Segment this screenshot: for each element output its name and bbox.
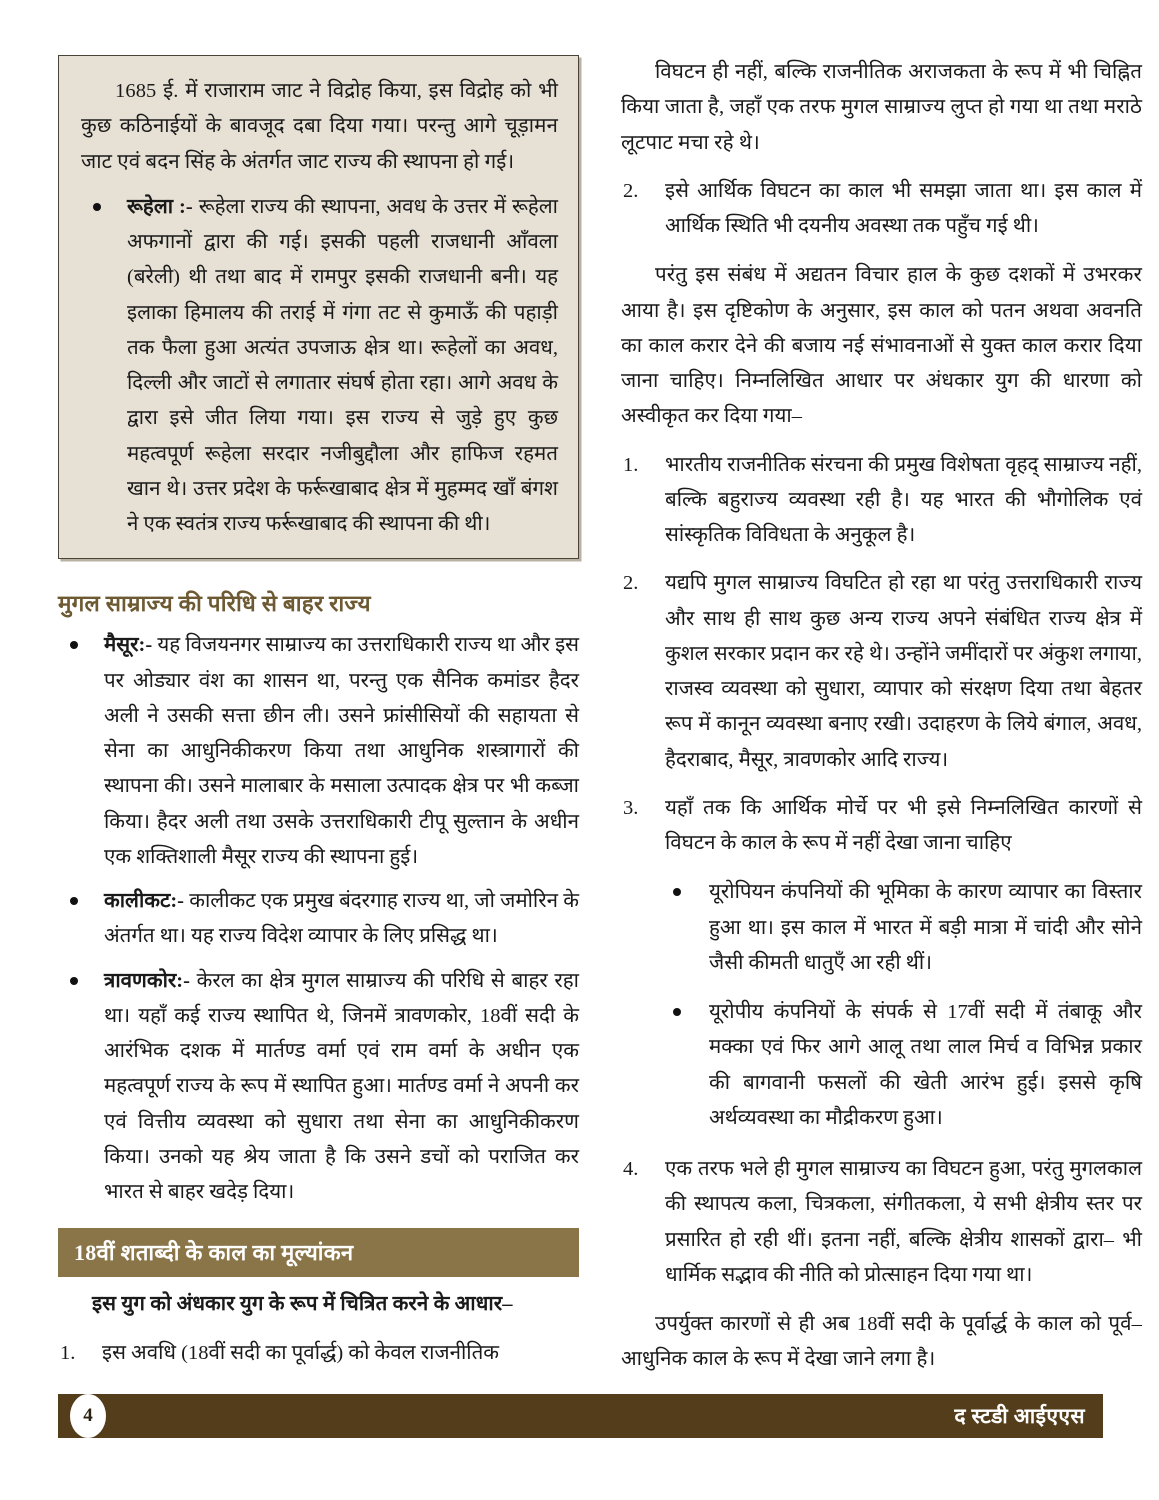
list-item [58,884,579,955]
list-item [81,190,558,543]
list-number: 4. [623,1158,639,1180]
list-item [665,995,1142,1136]
closing-paragraph: उपर्युक्त कारणों से ही अब 18वीं सदी के पूर्वार्द्ध के काल को पूर्व– आधुनिक काल के रूप में देखा जाने लगा है। [621,1313,1142,1371]
right-numbered-list [621,448,1142,1294]
bullet-lead-label: त्रावणकोर:- [104,969,190,992]
left-column [58,55,579,1371]
callout-paragraph: 1685 ई. में राजाराम जाट ने विद्रोह किया, इस विद्रोह को भी कुछ कठिनाईयों के बावजूद दबा दिया गया। परन्तु आगे चूड़ामन जाट एवं बदन सिंह के अंतर्गत जाट राज्य की स्थापना हो गई। [81,80,558,173]
bullet-icon [93,203,101,211]
list-item [58,964,579,1211]
bullet-lead-label: मैसूर:- [104,634,153,657]
bullet-body-text: यह विजयनगर साम्राज्य का उत्तराधिकारी राज्य था और इस पर ओड्यार वंश का शासन था, परन्तु एक सैनिक कमांडर हैदर अली ने उसकी सत्ता छीन ली। उसने फ्रांसीसियों की सहायता से सेना का आधुनिकीकरण किया तथा आधुनिक शस्त्रागारों की स्थापना की। उसने मालाबार के मसाला उत्पादक क्षेत्र पर भी कब्जा किया। हैदर अली तथा उसके उत्तराधिकारी टीपू सुल्तान के अधीन एक शक्तिशाली मैसूर राज्य की स्थापना हुई। [104,634,579,868]
left-numbered-list [58,1336,579,1371]
sub-bullet-text: यूरोपीय कंपनियों के संपर्क से 17वीं सदी में तंबाकू और मक्का एवं फिर आगे आलू तथा लाल मिर्च व विभिन्न प्रकार की बागवानी फसलों की खेती आरंभ हुई। इससे कृषि अर्थव्यवस्था का मौद्रीकरण हुआ। [709,1001,1142,1129]
callout-bullet-text [127,190,558,543]
bullet-icon [673,1008,681,1016]
states-bullet-list [58,628,579,1210]
list-item [621,791,1142,1136]
bullet-icon [70,641,78,649]
footer-brand-label: द स्टडी आईएएस [954,1404,1085,1428]
bullet-lead-label: कालीकट:- [104,890,184,912]
right-column [621,55,1142,1380]
bullet-lead-label: रूहेला :- [127,195,193,218]
list-item [58,1336,579,1371]
list-item-text: एक तरफ भले ही मुगल साम्राज्य का विघटन हुआ, परंतु मुगलकाल की स्थापत्य कला, चित्रकला, संगीतकला, ये सभी क्षेत्रीय स्तर पर प्रसारित हो रही थीं। इतना नहीं, बल्कि क्षेत्रीय शासकों द्वारा– भी धार्मिक सद्भाव की नीति को प्रोत्साहन दिया गया था। [665,1158,1142,1286]
two-column-layout [58,55,1142,1380]
section-intro-text: इस युग को अंधकार युग के रूप में चित्रित करने के आधार– [92,1293,513,1316]
right-numbered-list-top [621,174,1142,245]
list-number: 1. [623,453,639,476]
bullet-body-text: कालीकट एक प्रमुख बंदरगाह राज्य था, जो जमोरिन के अंतर्गत था। यह राज्य विदेश व्यापार के लिए प्रसिद्ध था। [104,890,579,948]
list-number: 3. [623,796,639,819]
list-item [621,174,1142,245]
page-number-badge: 4 [70,1394,106,1438]
continuation-paragraph: विघटन ही नहीं, बल्कि राजनीतिक अराजकता के रूप में भी चिह्नित किया जाता है, जहाँ एक तरफ मुगल साम्राज्य लुप्त हो गया था तथा मराठे लूटपाट मचा रहे थे। [621,61,1142,154]
state-bullet-text [104,964,579,1211]
list-item [58,628,579,875]
heading-outside-states: मुगल साम्राज्य की परिधि से बाहर राज्य [58,591,371,617]
list-number: 2. [623,179,639,202]
list-item-text: यद्यपि मुगल साम्राज्य विघटित हो रहा था परंतु उत्तराधिकारी राज्य और साथ ही साथ कुछ अन्य राज्य अपने संबंधित राज्य क्षेत्र में कुशल सरकार प्रदान कर रहे थे। उन्होंने जमींदारों पर अंकुश लगाया, राजस्व व्यवस्था को सुधारा, व्यापार को संरक्षण दिया तथा बेहतर रूप में कानून व्यवस्था बनाए रखी। उदाहरण के लिये बंगाल, अवध, हैदराबाद, मैसूर, त्रावणकोर आदि राज्य। [665,572,1142,771]
bullet-body-text: रूहेला राज्य की स्थापना, अवध के उत्तर में रूहेला अफगानों द्वारा की गई। इसकी पहली राजधानी आँवला (बरेली) थी तथा बाद में रामपुर इसकी राजधानी बनी। यह इलाका हिमालय की तराई में गंगा तट से कुमाऊँ की पहाड़ी तक फैला हुआ अत्यंत उपजाऊ क्षेत्र था। रूहेलों का अवध, दिल्ली और जाटों से लगातार संघर्ष होता रहा। आगे अवध के द्वारा इसे जीत लिया गया। इस राज्य से जुड़े हुए कुछ महत्वपूर्ण रूहेला सरदार नजीबुद्दौला और हाफिज रहमत खान थे। उत्तर प्रदेश के फर्रूखाबाद क्षेत्र में मुहम्मद खाँ बंगश ने एक स्वतंत्र राज्य फर्रूखाबाद की स्थापना की थी। [127,195,558,535]
footer-bar [58,1394,1103,1438]
list-item [621,566,1142,778]
economic-sub-bullet-list [665,875,1142,1136]
list-item [621,448,1142,554]
bullet-icon [673,888,681,896]
bullet-body-text: केरल का क्षेत्र मुगल साम्राज्य की परिधि से बाहर रहा था। यहाँ कई राज्य स्थापित थे, जिनमें त्रावणकोर, 18वीं सदी के आरंभिक दशक में मार्तण्ड वर्मा एवं राम वर्मा के अधीन एक महत्वपूर्ण राज्य के रूप में स्थापित हुआ। मार्तण्ड वर्मा ने अपनी कर एवं वित्तीय व्यवस्था को सुधारा तथा सेना का आधुनिकीकरण किया। उनको यह श्रेय जाता है कि उसने डचों को पराजित कर भारत से बाहर खदेड़ दिया। [104,969,579,1203]
state-bullet-text [104,628,579,875]
list-item-text: इस अवधि (18वीं सदी का पूर्वार्द्ध) को केवल राजनीतिक [102,1341,500,1364]
sub-bullet-text: यूरोपियन कंपनियों की भूमिका के कारण व्यापार का विस्तार हुआ था। इस काल में भारत में बड़ी मात्रा में चांदी और सोने जैसी कीमती धातुएँ आ रही थीं। [709,881,1142,974]
middle-paragraph: परंतु इस संबंध में अद्यतन विचार हाल के कुछ दशकों में उभरकर आया है। इस दृष्टिकोण के अनुसार, इस काल को पतन अथवा अवनति का काल करार देने की बजाय नई संभावनाओं से युक्त काल करार दिया जाना चाहिए। निम्नलिखित आधार पर अंधकार युग की धारणा को अस्वीकृत कर दिया गया– [621,264,1142,428]
list-item-text: इसे आर्थिक विघटन का काल भी समझा जाता था। इस काल में आर्थिक स्थिति भी दयनीय अवस्था तक पहुँच गई थी। [665,179,1142,237]
section-bar-title: 18वीं शताब्दी के काल का मूल्यांकन [58,1228,579,1277]
bullet-icon [70,897,78,905]
list-item [665,875,1142,981]
state-bullet-text [104,884,579,955]
list-item-text: भारतीय राजनीतिक संरचना की प्रमुख विशेषता वृहद् साम्राज्य नहीं, बल्कि बहुराज्य व्यवस्था रही है। यह भारत की भौगोलिक एवं सांस्कृतिक विविधता के अनुकूल है। [665,453,1142,546]
callout-bullet-list [81,190,558,543]
list-item [621,1152,1142,1293]
callout-box [58,55,579,559]
list-item-text: यहाँ तक कि आर्थिक मोर्चे पर भी इसे निम्नलिखित कारणों से विघटन के काल के रूप में नहीं देखा जाना चाहिए [665,796,1142,854]
list-number: 1. [60,1341,76,1364]
list-number: 2. [623,572,639,595]
bullet-icon [70,977,78,985]
